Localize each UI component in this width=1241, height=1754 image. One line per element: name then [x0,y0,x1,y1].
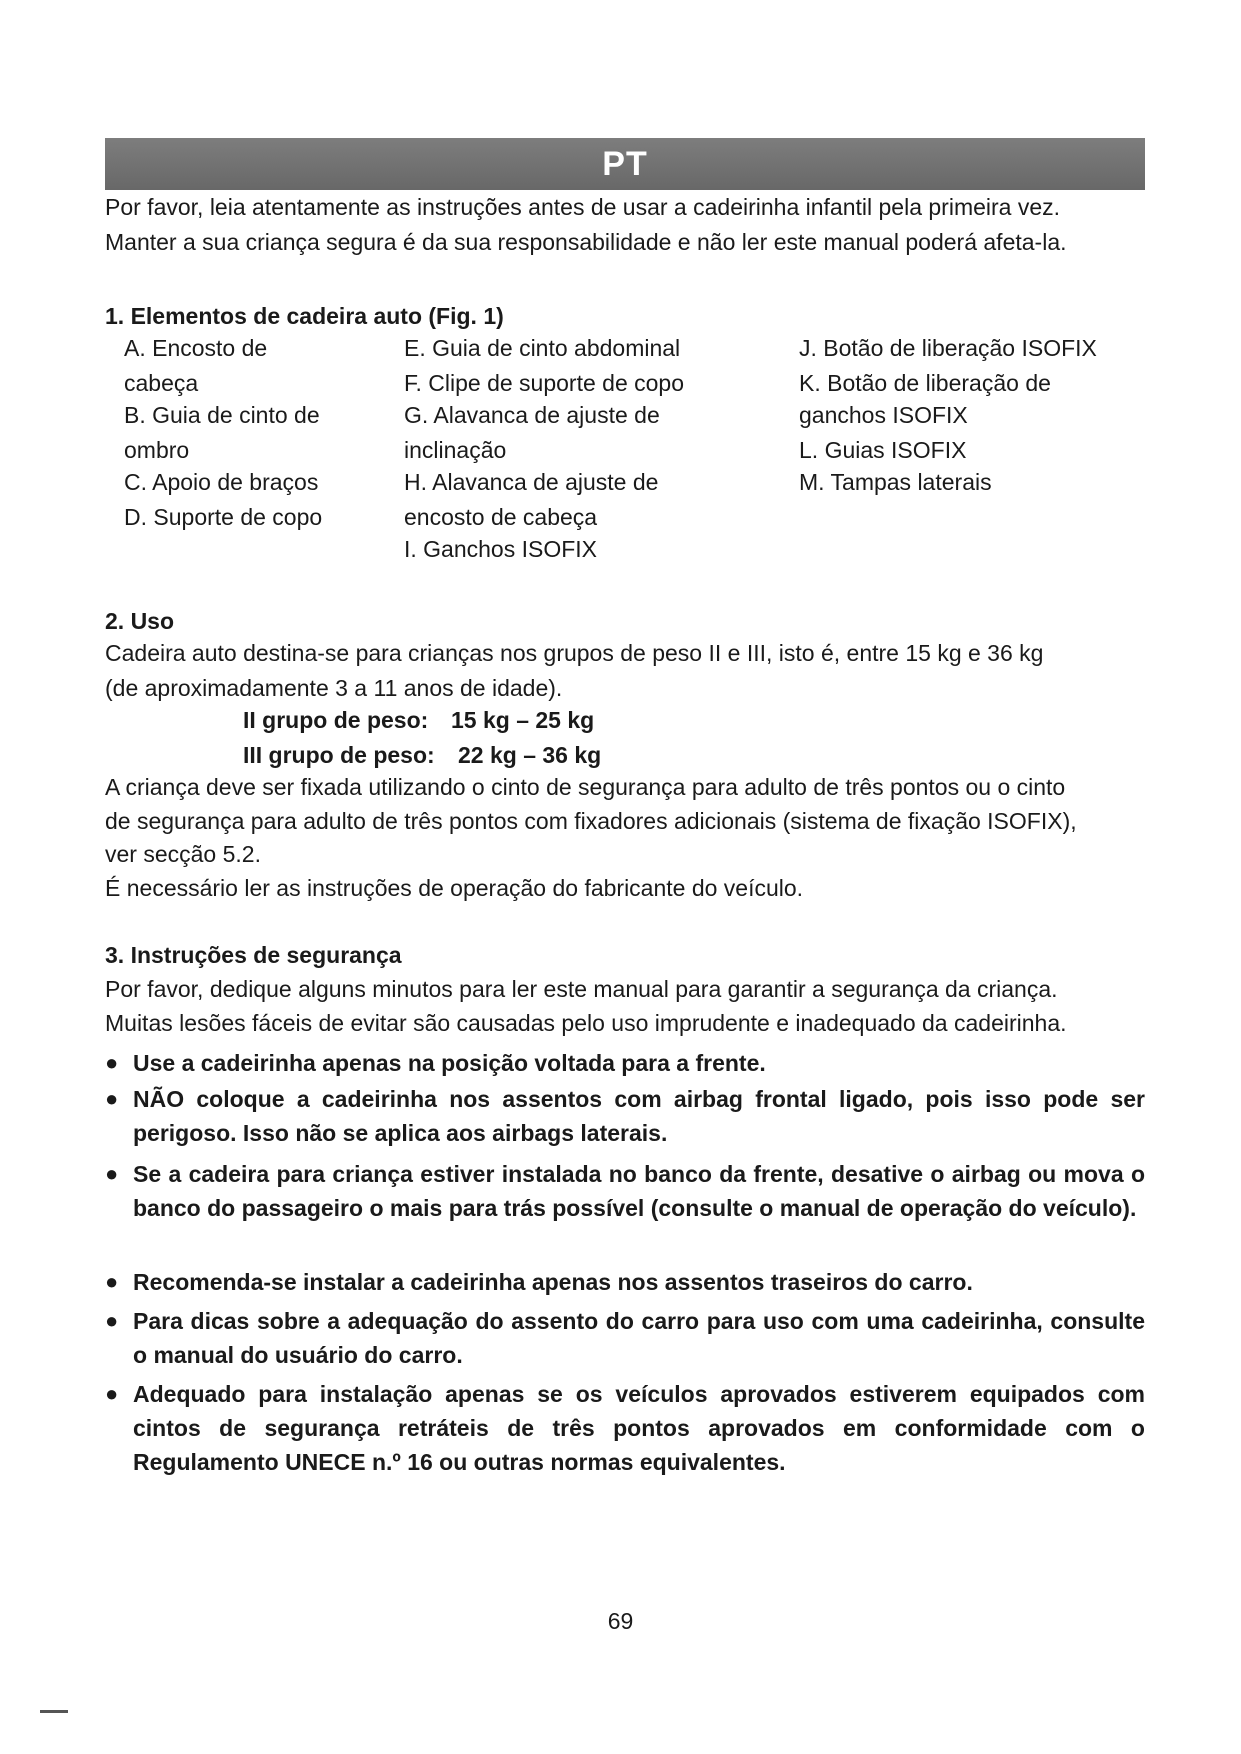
safety-bullet [105,1157,1145,1225]
safety-bullet-text: Se a cadeira para criança estiver instalada no banco da frente, desative o airbag ou mova o banco do passageiro o mais para trás possível (consulte o manual de operação do veículo). [133,1161,1145,1221]
element-item: E. Guia de cinto abdominal [404,335,681,361]
safety-bullet-text: Recomenda-se instalar a cadeirinha apenas nos assentos traseiros do carro. [133,1269,973,1295]
safety-intro: Por favor, dedique alguns minutos para ler este manual para garantir a segurança da criança. [105,976,1058,1002]
bullet-icon: ● [105,1086,119,1111]
usage-text: de segurança para adulto de três pontos com fixadores adicionais (sistema de fixação ISOFIX), [105,808,1077,834]
element-item: encosto de cabeça [404,504,598,530]
element-item: M. Tampas laterais [799,469,992,495]
element-item: D. Suporte de copo [124,504,323,530]
element-item: ganchos ISOFIX [799,402,968,428]
weight-group-label: II grupo de peso: [243,707,429,733]
bullet-icon: ● [105,1050,119,1075]
element-item: H. Alavanca de ajuste de [404,469,659,495]
weight-group-label: III grupo de peso: [243,742,435,768]
safety-bullet-text: Para dicas sobre a adequação do assento do carro para uso com uma cadeirinha, consulte o manual do usuário do carro. [133,1308,1145,1368]
usage-text: A criança deve ser fixada utilizando o cinto de segurança para adulto de três pontos ou o cinto [105,774,1066,800]
element-item: I. Ganchos ISOFIX [404,536,598,562]
safety-bullet [105,1046,1145,1080]
element-item: A. Encosto de [124,335,268,361]
bullet-icon: ● [105,1381,119,1406]
element-item: cabeça [124,370,199,396]
bullet-icon: ● [105,1161,119,1186]
element-item: L. Guias ISOFIX [799,437,967,463]
intro-line: Manter a sua criança segura é da sua responsabilidade e não ler este manual poderá afeta-la. [105,229,1067,255]
language-header-bar [105,138,1145,190]
section-2-title: 2. Uso [105,608,175,634]
element-item: J. Botão de liberação ISOFIX [799,335,1097,361]
element-item: B. Guia de cinto de [124,402,320,428]
usage-text: Cadeira auto destina-se para crianças nos grupos de peso II e III, isto é, entre 15 kg e 36 kg [105,640,1044,666]
element-item: C. Apoio de braços [124,469,319,495]
section-1-title: 1. Elementos de cadeira auto (Fig. 1) [105,303,504,329]
usage-text: É necessário ler as instruções de operação do fabricante do veículo. [105,875,804,901]
weight-group-value: 15 kg – 25 kg [451,707,595,733]
safety-bullet [105,1082,1145,1150]
page-number: 69 [607,1608,634,1634]
language-code: PT [602,144,648,183]
safety-bullet [105,1377,1145,1479]
element-item: K. Botão de liberação de [799,370,1051,396]
element-item: ombro [124,437,190,463]
usage-text: (de aproximadamente 3 a 11 anos de idade). [105,675,563,701]
element-item: G. Alavanca de ajuste de [404,402,660,428]
element-item: F. Clipe de suporte de copo [404,370,685,396]
usage-text: ver secção 5.2. [105,841,261,867]
safety-bullet-text: Adequado para instalação apenas se os veículos aprovados estiverem equipados com cintos de segurança retráteis de três pontos aprovados em conformidade com o Regulamento UNECE n.º 16 ou outras normas equivalentes. [133,1381,1145,1475]
weight-group-value: 22 kg – 36 kg [458,742,602,768]
element-item: inclinação [404,437,507,463]
safety-bullet-text: Use a cadeirinha apenas na posição voltada para a frente. [133,1050,766,1076]
safety-bullet [105,1265,1145,1299]
safety-intro: Muitas lesões fáceis de evitar são causadas pelo uso imprudente e inadequado da cadeirinha. [105,1010,1067,1036]
safety-bullet [105,1304,1145,1372]
intro-line: Por favor, leia atentamente as instruções antes de usar a cadeirinha infantil pela primeira vez. [105,194,1061,220]
bullet-icon: ● [105,1269,119,1294]
safety-bullet-text: NÃO coloque a cadeirinha nos assentos com airbag frontal ligado, pois isso pode ser perigoso. Isso não se aplica aos airbags laterais. [133,1086,1145,1146]
bullet-icon: ● [105,1308,119,1333]
scan-mark [40,1710,68,1713]
section-3-title: 3. Instruções de segurança [105,942,402,968]
